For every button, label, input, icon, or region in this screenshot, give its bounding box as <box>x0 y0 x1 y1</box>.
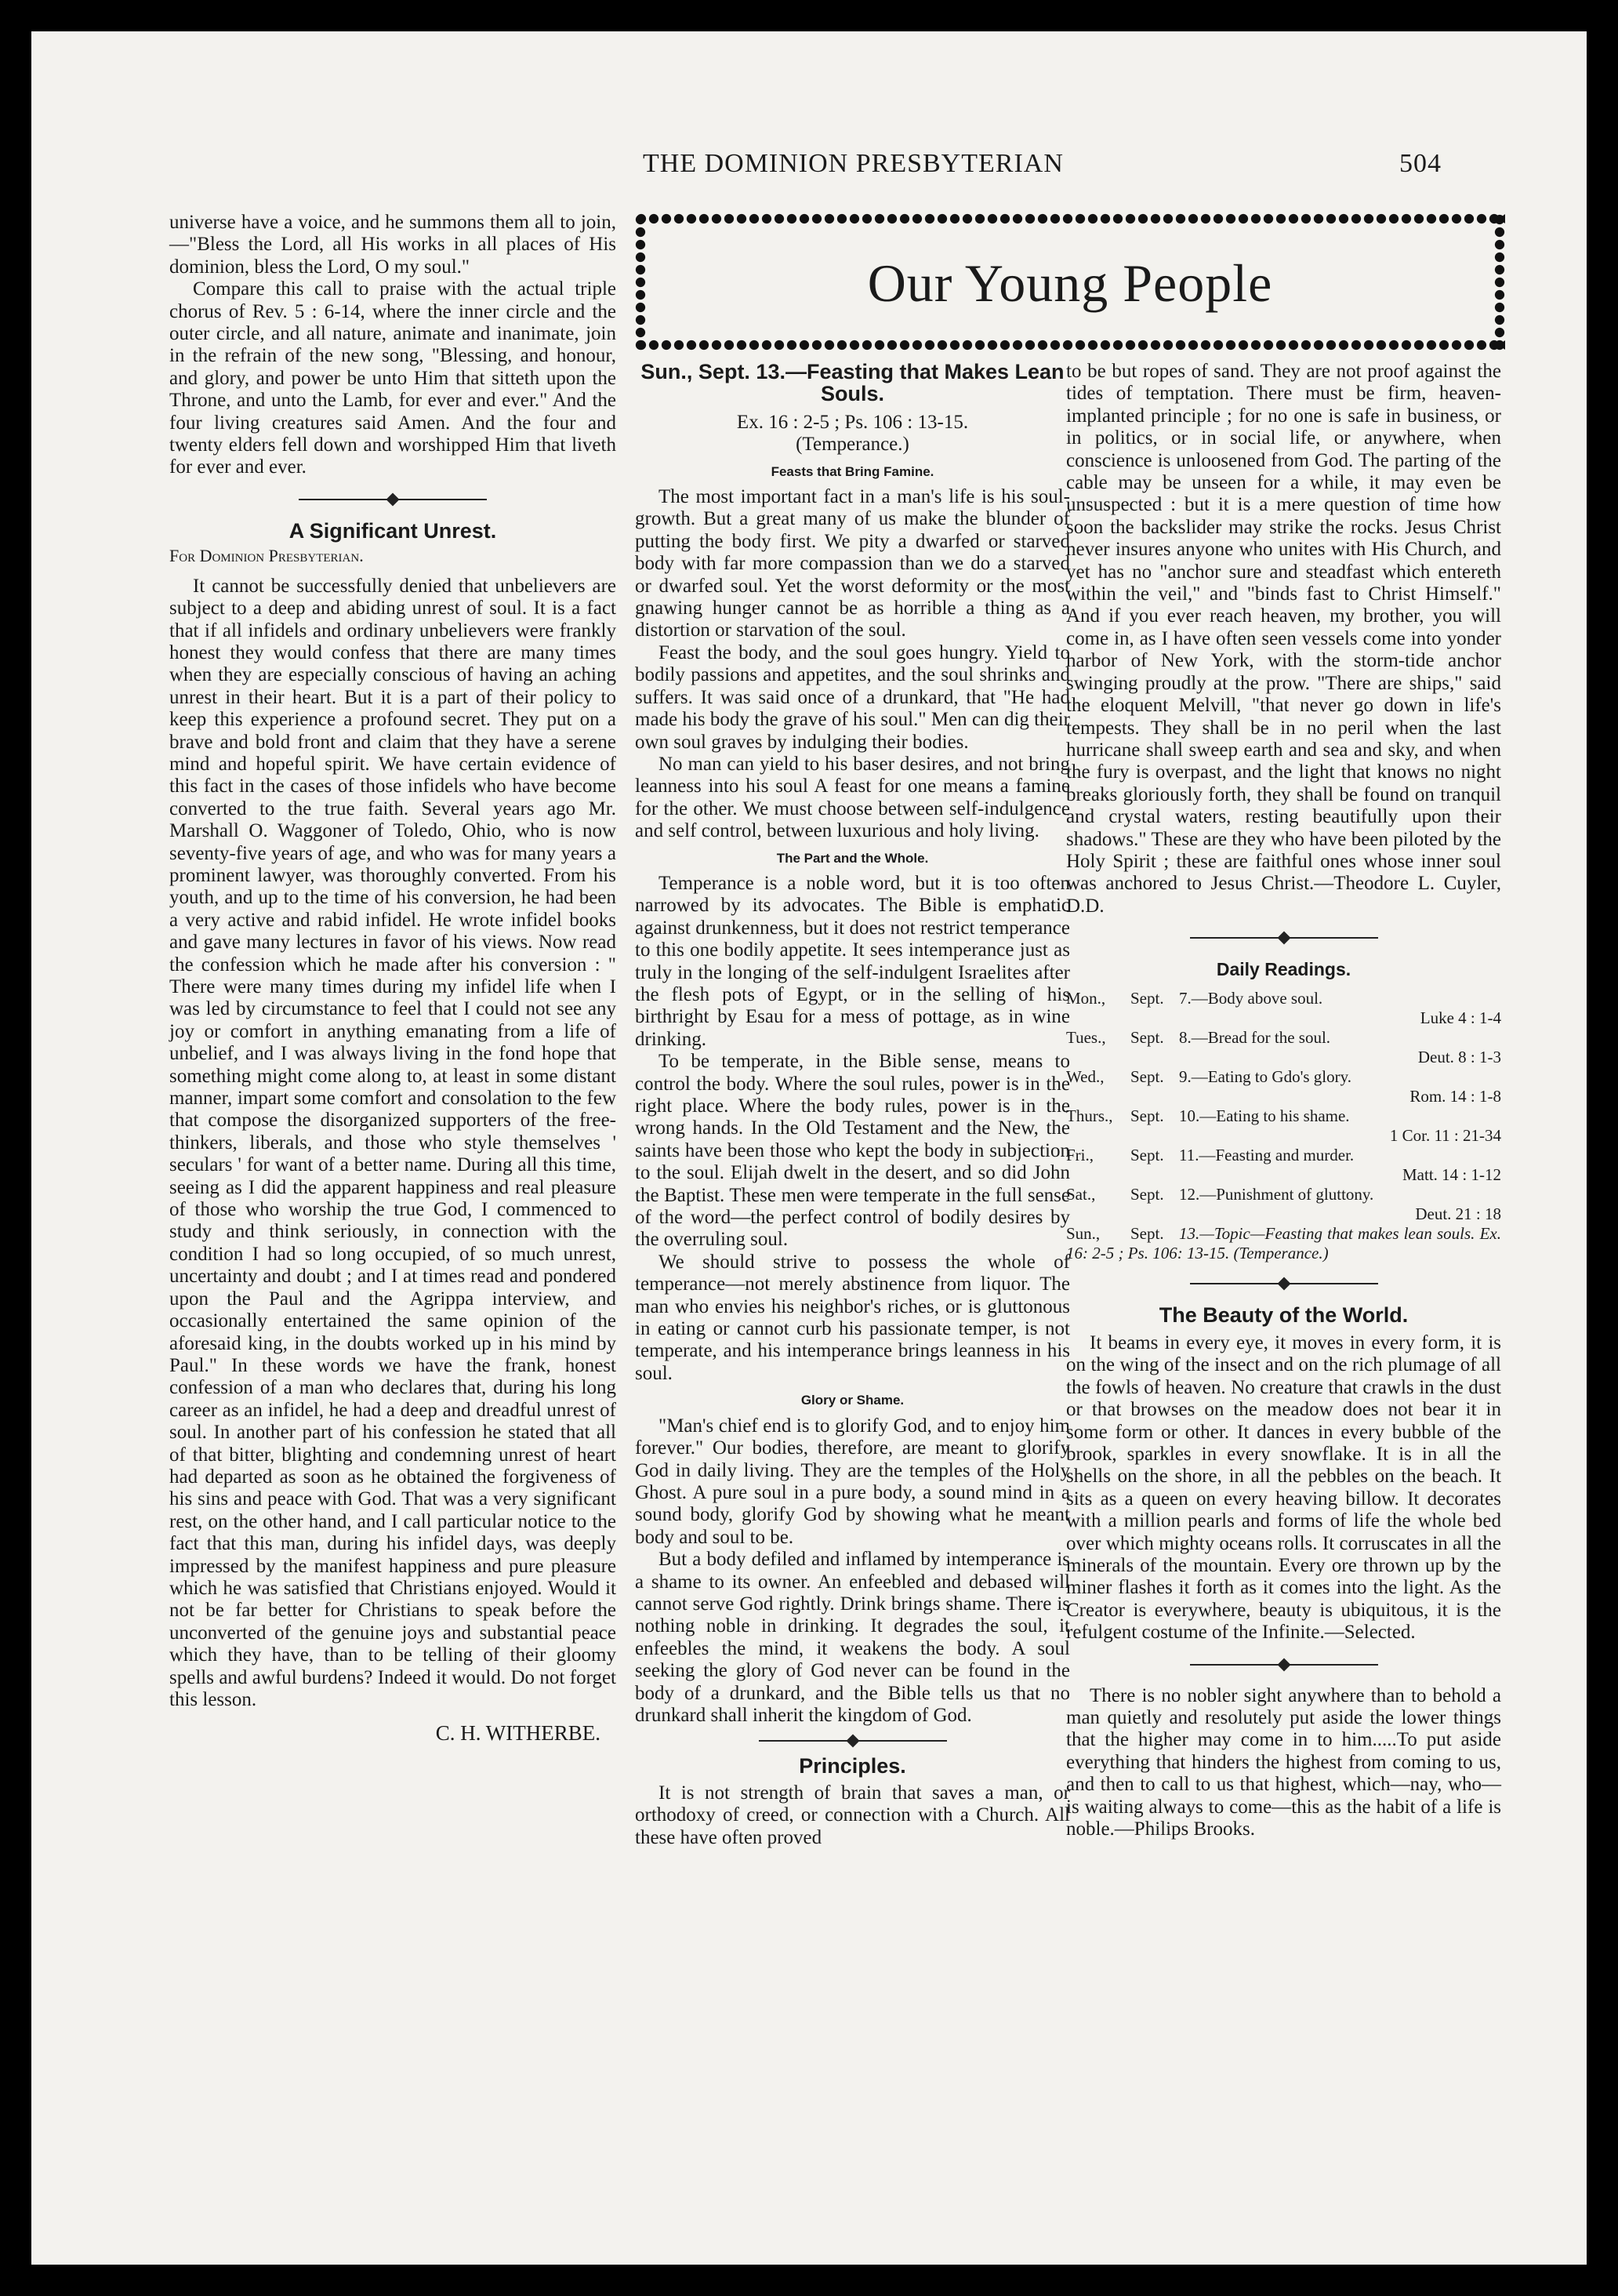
reading-month: Sept. <box>1130 1066 1164 1086</box>
reading-item <box>1066 1185 1501 1224</box>
section-paragraph: Temperance is a noble word, but it is too often narrowed by its advocates. The Bible is emphatic against drunkenness, but it does not restrict temperance to this one bodily appetite. It sees intemperance just as truly in the longing of the self-indulgent Israelites after the flesh pots of Egypt, or in the selling of his birthright by Esau for a mess of pottage, as in wine drinking. <box>635 872 1070 1050</box>
section-paragraph: We should strive to possess the whole of temperance—not merely abstinence from liquor. The man who envies his neighbor's riches, or is gluttonous in eating or cannot curb his passionate temper, is not temperate, and his intemperance brings leanness in his soul. <box>635 1251 1070 1384</box>
reading-month: Sept. <box>1130 1027 1164 1047</box>
column-middle <box>635 361 1070 1849</box>
column-left <box>169 212 616 1745</box>
banner-title: Our Young People <box>867 253 1273 313</box>
reading-item <box>1066 1028 1501 1067</box>
reading-text: 11.—Feasting and murder. <box>1179 1145 1355 1164</box>
lesson-refs: Ex. 16 : 2-5 ; Ps. 106 : 13-15. <box>736 411 969 433</box>
reading-day: Sat., <box>1066 1184 1096 1204</box>
reading-text: 12.—Punishment of gluttony. <box>1179 1184 1374 1204</box>
reading-month: Sept. <box>1130 1184 1164 1204</box>
reading-month: Sept. <box>1130 1106 1164 1125</box>
reading-text: 7.—Body above soul. <box>1179 988 1323 1008</box>
section-divider <box>1066 1655 1501 1674</box>
banner-border-top <box>635 213 1505 224</box>
section-divider <box>169 490 616 509</box>
section-paragraph: To be temperate, in the Bible sense, means to control the body. Where the soul rules, power is in the right place. Where the body rules, power is in the wrong hands. In the Old Testament and the New, the saints have been those who kept the body in subjection to the soul. Elijah dwelt in the desert, and so did John the Baptist. These men were temperate in the full sense of the word—the perfect control of bodily desires by the overruling soul. <box>635 1051 1070 1251</box>
article-paragraph: It cannot be successfully denied that unbelievers are subject to a deep and abiding unrest of soul. It is a fact that if all infidels and ordinary unbelievers were frankly honest they would confess that there are many times when they are especially conscious of having an aching unrest in their heart. But it is a part of their policy to keep this experience a profound secret. They put on a brave and bold front and claim that they have a serene mind and hopeful spirit. We have certain evidence of this fact in the cases of those infidels who have become converted to the true faith. Several years ago Mr. Marshall O. Waggoner of Toledo, Ohio, who is now seventy-five years of age, and who was for many years a prominent lawyer, was thoroughly converted. From his youth, and up to the time of his conversion, he had been a very active and rabid infidel. He wrote infidel books and gave many lectures in favor of his views. Now read the confession which he made after his conversion : " There were many times during my infidel life when I was led by circumstance to feel that I could not see any joy or comfort in anything emanating from a life of unbelief, and I was always living in the fond hope that something might come along to, at least in some distant manner, impart some comfort and consolation to the few that compose the disorganized supporters of the free-thinkers, liberals, and those who style themselves ' seculars ' for want of a better name. During all this time, seeing as I did the apparent happiness and real pleasure of those who worship the true God, I commenced to study and think seriously, in connection with the condition I had so long occupied, of so much unrest, uncertainty and doubt ; and I at times read and pondered upon the Paul and the Agrippa interview, and occasionally entertained the same opinion of the aforesaid king, in the doubts worked up in his mind by Paul." In these words we have the frank, honest confession of a man who declares that, during his long career as an infidel, he had a deep and dreadful unrest of soul. In another part of his confession he stated that all of that bitter, blighting and condemning unrest of heart had departed as soon as he obtained the forgiveness of his sins and peace with God. That was a very significant rest, on the other hand, and I call particular notice to the fact that this man, during his infidel days, was deeply impressed by the manifest happiness and pure pleasure which he was satisfied that Christians enjoyed. Would it not be far better for Christians to speak before the unconverted of the genuine joys and substantial peace which they have, than to be telling of their gloomy spells and awful burdens? Indeed it would. Do not forget this lesson. <box>169 575 616 1710</box>
reading-day: Tues., <box>1066 1027 1106 1047</box>
section-paragraph: No man can yield to his baser desires, and not bring leanness into his soul A feast for one means a famine for the other. We must choose between self-indulgence and self control, between luxurious and holy living. <box>635 753 1070 842</box>
section-divider <box>635 1731 1070 1750</box>
reading-ref: Deut. 8 : 1-3 <box>1417 1047 1501 1066</box>
reading-ref: Deut. 21 : 18 <box>1415 1204 1501 1223</box>
readings-heading: Daily Readings. <box>1216 959 1351 980</box>
reading-text: 10.—Eating to his shame. <box>1179 1106 1350 1125</box>
reading-month: Sept. <box>1130 1145 1164 1164</box>
subsection-heading: Feasts that Bring Famine. <box>771 463 934 479</box>
page-number: 504 <box>1399 149 1442 178</box>
intro-paragraph-2: Compare this call to praise with the actual triple chorus of Rev. 5 : 6-14, where the inner circle and the outer circle, and all nature, animate and inanimate, join in the refrain of the new song, "Blessing, and honour, and glory, and power be unto Him that sitteth upon the Throne, and unto the Lamb, for ever and ever." And the four living creatures said Amen. And the four and twenty elders fell down and worshipped Him that liveth for ever and ever. <box>169 278 616 478</box>
section-paragraph: The most important fact in a man's life is his soul-growth. But a great many of us make the blunder of putting the body first. We pity a dwarfed or starved body with far more compassion than we do a starved or dwarfed soul. Yet the worst deformity or the most gnawing hunger cannot be as horrible a thing as a distortion or starvation of the soul. <box>635 486 1070 641</box>
principles-continuation: to be but ropes of sand. They are not proof against the tides of temptation. There must be firm, heaven-implanted principle ; for no one is safe in business, or in politics, or in social life, or anywhere, when conscience is unloosened from God. The parting of the cable may be unseen for a while, it may even be unsuspected : but it is a mere question of time how soon the backslider may strike the rocks. Jesus Christ never insures anyone who unites with His Church, and yet has no "anchor sure and steadfast which entereth within the veil," and "binds fast to Christ Himself." And if you ever reach heaven, my brother, you will come in, as I have often seen vessels come into yonder harbor of New York, with the storm-tide anchor swinging proudly at the prow. "There are ships," said the eloquent Melvill, "that never go down in life's tempests. They shall be in no peril when the last hurricane shall sweep earth and sea and sky, and when the fury is overpast, and the light that knows no night breaks gloriously forth, they shall be found on tranquil and crystal waters, resting beautifully upon their shadows." These are they who have been piloted by the Holy Spirit ; these are faithful ones whose inner soul was anchored to Jesus Christ.—Theodore L. Cuyler, D.D. <box>1066 361 1501 917</box>
reading-item <box>1066 1106 1501 1146</box>
beauty-paragraph: It beams in every eye, it moves in every form, it is on the wing of the insect and on the rich plumage of all the fowls of heaven. No creature that crawls in the dust or that browses on the meadow does not bear it in some form or other. It dances in every bubble of the brook, sparkles in every snowflake. It is in all the shells on the shore, in all the pebbles on the beach. It sits as a queen on every heaving billow. It decorates with a million pearls and forms of life the whole bed over which mighty oceans rolls. It corruscates in all the minerals of the mountain. Every ore thrown up by the miner flashes it forth as it comes into the light. As the Creator is everywhere, beauty is ubiquitous, it is the refulgent costume of the Infinite.—Selected. <box>1066 1331 1501 1644</box>
reading-item <box>1066 1067 1501 1106</box>
reading-month: Sept. <box>1130 988 1164 1008</box>
closing-paragraph: There is no nobler sight anywhere than to behold a man quietly and resolutely put aside the lower things that the higher may come in to him.....To put aside everything that hinders the highest from coming to us, and then to call to us that highest, which—nay, who—is waiting always to come—this as the habit of a life is noble.—Philips Brooks. <box>1066 1684 1501 1840</box>
banner-border-bottom <box>635 340 1505 351</box>
intro-paragraph-1: universe have a voice, and he summons them all to join,—"Bless the Lord, all His works in all places of His dominion, bless the Lord, O my soul." <box>169 212 616 278</box>
section-paragraph: "Man's chief end is to glorify God, and to enjoy him forever." Our bodies, therefore, are meant to glorify God in daily living. They are the temples of the Holy Ghost. A pure soul in a pure body, a sound mind in a sound body, glorify God by showing what he meant body and soul to be. <box>635 1415 1070 1548</box>
section-divider <box>1066 1274 1501 1293</box>
reading-day: Thurs., <box>1066 1106 1113 1125</box>
section-banner <box>635 213 1505 351</box>
article-heading: A Significant Unrest. <box>288 518 497 543</box>
principles-paragraph: It is not strength of brain that saves a man, or orthodoxy of creed, or connection with a Church. All these have often proved <box>635 1782 1070 1848</box>
reading-day: Fri., <box>1066 1145 1094 1164</box>
subsection-heading: The Part and the Whole. <box>776 850 929 866</box>
reading-day: Mon., <box>1066 988 1106 1008</box>
reading-ref: Rom. 14 : 1-8 <box>1409 1086 1501 1106</box>
reading-ref: Luke 4 : 1-4 <box>1420 1008 1501 1027</box>
reading-text: 8.—Bread for the soul. <box>1179 1027 1331 1047</box>
reading-item <box>1066 989 1501 1028</box>
section-paragraph: Feast the body, and the soul goes hungry. Yield to bodily passions and appetites, and the soul shrinks and suffers. It was said once of a drunkard, that "He had made his body the grave of his soul." Men can dig their own soul graves by indulging their bodies. <box>635 641 1070 753</box>
section-divider <box>1066 928 1501 947</box>
principles-heading: Principles. <box>799 1754 906 1778</box>
lesson-note: (Temperance.) <box>796 434 909 456</box>
column-right <box>1066 361 1501 1841</box>
section-paragraph: But a body defiled and inflamed by intemperance is a shame to its owner. An enfeebled and debased will cannot serve God rightly. Drink brings shame. There is nothing noble in drinking. It degrades the soul, it enfeebles the mind, it weakens the body. A soul seeking the glory of God never can be found in the body of a drunkard, and the Bible tells us that no drunkard shall inherit the kingdom of God. <box>635 1549 1070 1726</box>
publication-title: THE DOMINION PRESBYTERIAN <box>643 149 1064 178</box>
article-signature: C. H. WITHERBE. <box>435 1721 600 1746</box>
lesson-heading: Sun., Sept. 13.—Feasting that Makes Lean Souls. <box>640 360 1065 406</box>
daily-readings-list <box>1066 989 1501 1263</box>
beauty-heading: The Beauty of the World. <box>1159 1302 1409 1327</box>
subsection-heading: Glory or Shame. <box>800 1393 905 1408</box>
reading-ref: Matt. 14 : 1-12 <box>1402 1164 1501 1184</box>
article-byline: For Dominion Presbyterian. <box>169 546 364 566</box>
reading-text: 13.—Topic—Feasting that makes lean souls. Ex. 16: 2-5 ; Ps. 106: 13-15. (Temperance.) <box>1066 1223 1501 1262</box>
reading-day: Wed., <box>1066 1066 1105 1086</box>
newspaper-page <box>31 31 1587 2265</box>
reading-month: Sept. <box>1130 1223 1164 1243</box>
reading-day: Sun., <box>1066 1223 1101 1243</box>
reading-item <box>1066 1224 1501 1263</box>
reading-text: 9.—Eating to Gdo's glory. <box>1179 1066 1351 1086</box>
reading-ref: 1 Cor. 11 : 21-34 <box>1389 1125 1501 1145</box>
reading-item <box>1066 1146 1501 1185</box>
